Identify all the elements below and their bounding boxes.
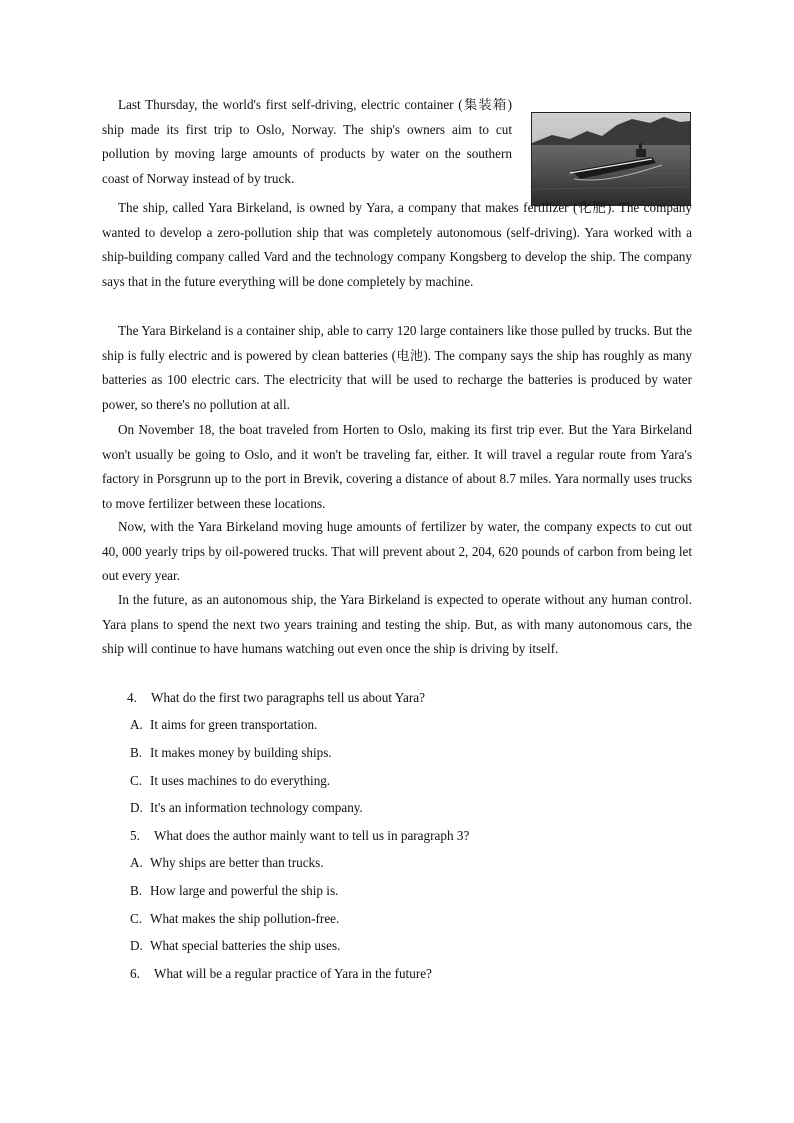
ship-photo bbox=[531, 112, 691, 206]
option-text: Why ships are better than trucks. bbox=[150, 855, 324, 870]
question-number: 5. bbox=[130, 828, 140, 843]
option-letter: A. bbox=[130, 855, 143, 870]
question-text: What does the author mainly want to tell us in paragraph 3? bbox=[154, 828, 470, 843]
question-6 bbox=[130, 964, 432, 984]
option-letter: C. bbox=[130, 911, 143, 926]
option-4a[interactable] bbox=[130, 715, 317, 735]
option-4c[interactable] bbox=[130, 771, 330, 791]
paragraph-5: Now, with the Yara Birkeland moving huge amounts of fertilizer by water, the company expects to cut out 40, 000 yearly trips by oil-powered trucks. That will prevent about 2, 204, 620 pounds of carbon from being let out every year. bbox=[102, 519, 692, 584]
paragraph-3: The Yara Birkeland is a container ship, able to carry 120 large containers like those pulled by trucks. But the ship is fully electric and is powered by clean batteries (电池). The company says the ship has roughly as many batteries as 100 electric cars. The electricity that will be used to recharge the batteries is produced by water power, so there's no pollution at all. bbox=[102, 323, 692, 412]
ship-photo-image bbox=[532, 113, 690, 205]
paragraph-6: In the future, as an autonomous ship, the Yara Birkeland is expected to operate without any human control. Yara plans to spend the next two years training and testing the ship. But, as with many autonomous cars, the ship will continue to have humans watching out even once the ship is driving by itself. bbox=[102, 592, 692, 657]
question-text: What will be a regular practice of Yara in the future? bbox=[154, 966, 432, 981]
option-text: What makes the ship pollution-free. bbox=[150, 911, 340, 926]
option-5b[interactable] bbox=[130, 881, 338, 901]
option-text: How large and powerful the ship is. bbox=[150, 883, 339, 898]
paragraph-2-text: The ship, called Yara Birkeland, is owned by Yara, a company that makes fertilizer (化肥). The company wanted to develop a zero-pollution ship that was completely autonomous (self-driving). Yara worked with a ship-building company called Vard and the technology company Kongsberg to develop the ship. The company says that in the future everything will be done completely by machine. bbox=[102, 200, 692, 289]
question-4 bbox=[127, 688, 425, 708]
question-5 bbox=[130, 826, 469, 846]
option-text: It aims for green transportation. bbox=[150, 717, 318, 732]
option-5a[interactable] bbox=[130, 853, 324, 873]
option-letter: B. bbox=[130, 883, 143, 898]
option-text: It makes money by building ships. bbox=[150, 745, 332, 760]
option-4d[interactable] bbox=[130, 798, 363, 818]
paragraph-4: On November 18, the boat traveled from Horten to Oslo, making its first trip ever. But the Yara Birkeland won't usually be going to Oslo, and it won't be traveling far, either. It will travel a regular route from Yara's factory in Porsgrunn up to the port in Brevik, covering a distance of about 8.7 miles. Yara normally uses trucks to move fertilizer between these locations. bbox=[102, 422, 692, 511]
option-letter: D. bbox=[130, 800, 143, 815]
question-number: 6. bbox=[130, 966, 140, 981]
option-text: It's an information technology company. bbox=[150, 800, 363, 815]
question-number: 4. bbox=[127, 690, 137, 705]
option-letter: C. bbox=[130, 773, 143, 788]
option-5c[interactable] bbox=[130, 909, 339, 929]
option-5d[interactable] bbox=[130, 936, 340, 956]
option-text: It uses machines to do everything. bbox=[150, 773, 331, 788]
option-4b[interactable] bbox=[130, 743, 332, 763]
paragraph-1: Last Thursday, the world's first self-driving, electric container (集装箱) ship made its first trip to Oslo, Norway. The ship's owners aim to cut pollution by moving large amounts of products by water on the southern coast of Norway instead of by truck. bbox=[102, 97, 512, 186]
option-letter: D. bbox=[130, 938, 143, 953]
paragraph-2 bbox=[102, 196, 692, 294]
option-letter: A. bbox=[130, 717, 143, 732]
question-text: What do the first two paragraphs tell us about Yara? bbox=[151, 690, 425, 705]
option-text: What special batteries the ship uses. bbox=[150, 938, 341, 953]
option-letter: B. bbox=[130, 745, 143, 760]
